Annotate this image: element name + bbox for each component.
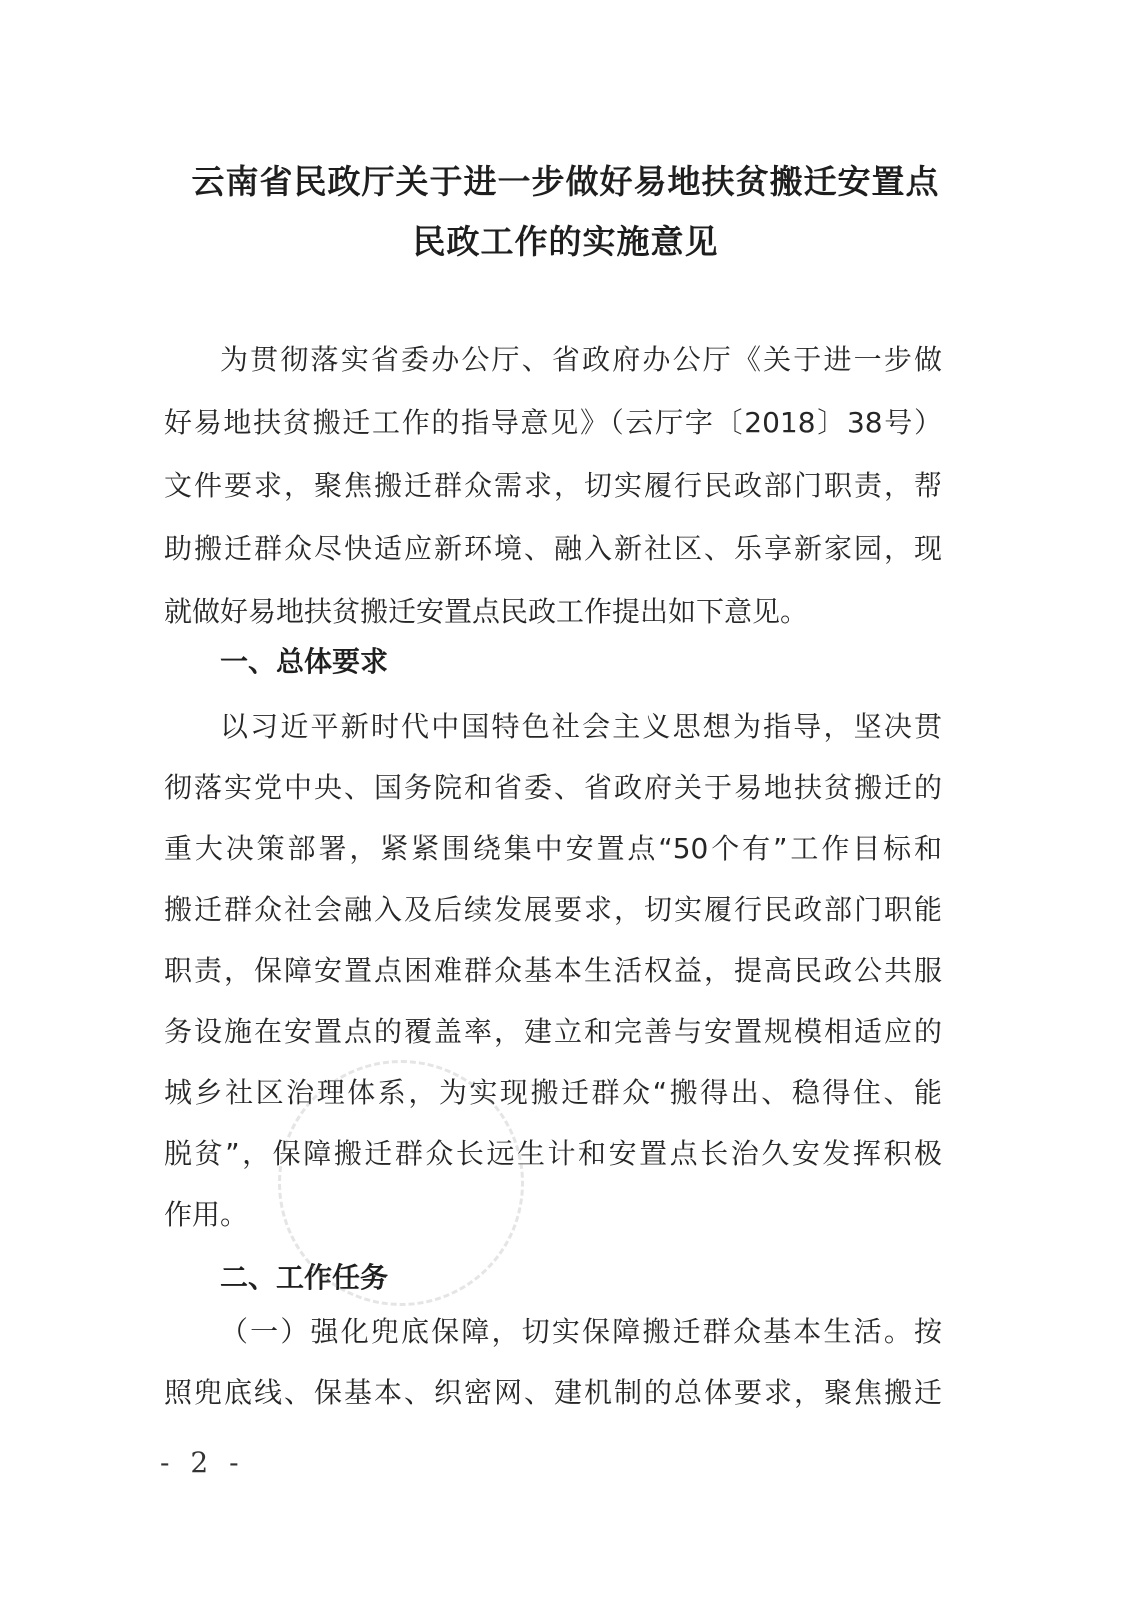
paragraph-2-line: 以习近平新时代中国特色社会主义思想为指导，坚决贯 (220, 710, 942, 743)
paragraph-3-line: 照兜底线、保基本、织密网、建机制的总体要求，聚焦搬迁 (164, 1376, 942, 1409)
paragraph-2-line: 务设施在安置点的覆盖率，建立和完善与安置规模相适应的 (164, 1015, 942, 1048)
paragraph-2-line: 彻落实党中央、国务院和省委、省政府关于易地扶贫搬迁的 (164, 771, 942, 804)
section-heading-1: 一、总体要求 (220, 645, 389, 678)
paragraph-3-line: （一）强化兜底保障，切实保障搬迁群众基本生活。按 (220, 1315, 942, 1348)
paragraph-2-line: 作用。 (164, 1198, 249, 1231)
section-heading-2: 二、工作任务 (220, 1261, 389, 1294)
paragraph-1-line: 好易地扶贫搬迁工作的指导意见》（云厅字〔2018〕38号） (164, 406, 942, 439)
document-title-line-2: 民政工作的实施意见 (412, 222, 719, 261)
paragraph-2-line: 城乡社区治理体系，为实现搬迁群众“搬得出、稳得住、能 (164, 1076, 942, 1109)
paragraph-1-line: 助搬迁群众尽快适应新环境、融入新社区、乐享新家园，现 (164, 532, 942, 565)
page-number: - 2 - (160, 1446, 245, 1479)
paragraph-2-line: 职责，保障安置点困难群众基本生活权益，提高民政公共服 (164, 954, 942, 987)
paragraph-1-line: 为贯彻落实省委办公厅、省政府办公厅《关于进一步做 (220, 343, 942, 376)
paragraph-2-line: 搬迁群众社会融入及后续发展要求，切实履行民政部门职能 (164, 893, 942, 926)
paragraph-1-line: 就做好易地扶贫搬迁安置点民政工作提出如下意见。 (164, 595, 809, 628)
paragraph-1-line: 文件要求，聚焦搬迁群众需求，切实履行民政部门职责，帮 (164, 469, 942, 502)
document-title-line-1: 云南省民政厅关于进一步做好易地扶贫搬迁安置点 (191, 162, 940, 201)
paragraph-2-line: 重大决策部署，紧紧围绕集中安置点“50个有”工作目标和 (164, 832, 942, 865)
paragraph-2-line: 脱贫”，保障搬迁群众长远生计和安置点长治久安发挥积极 (164, 1137, 942, 1170)
